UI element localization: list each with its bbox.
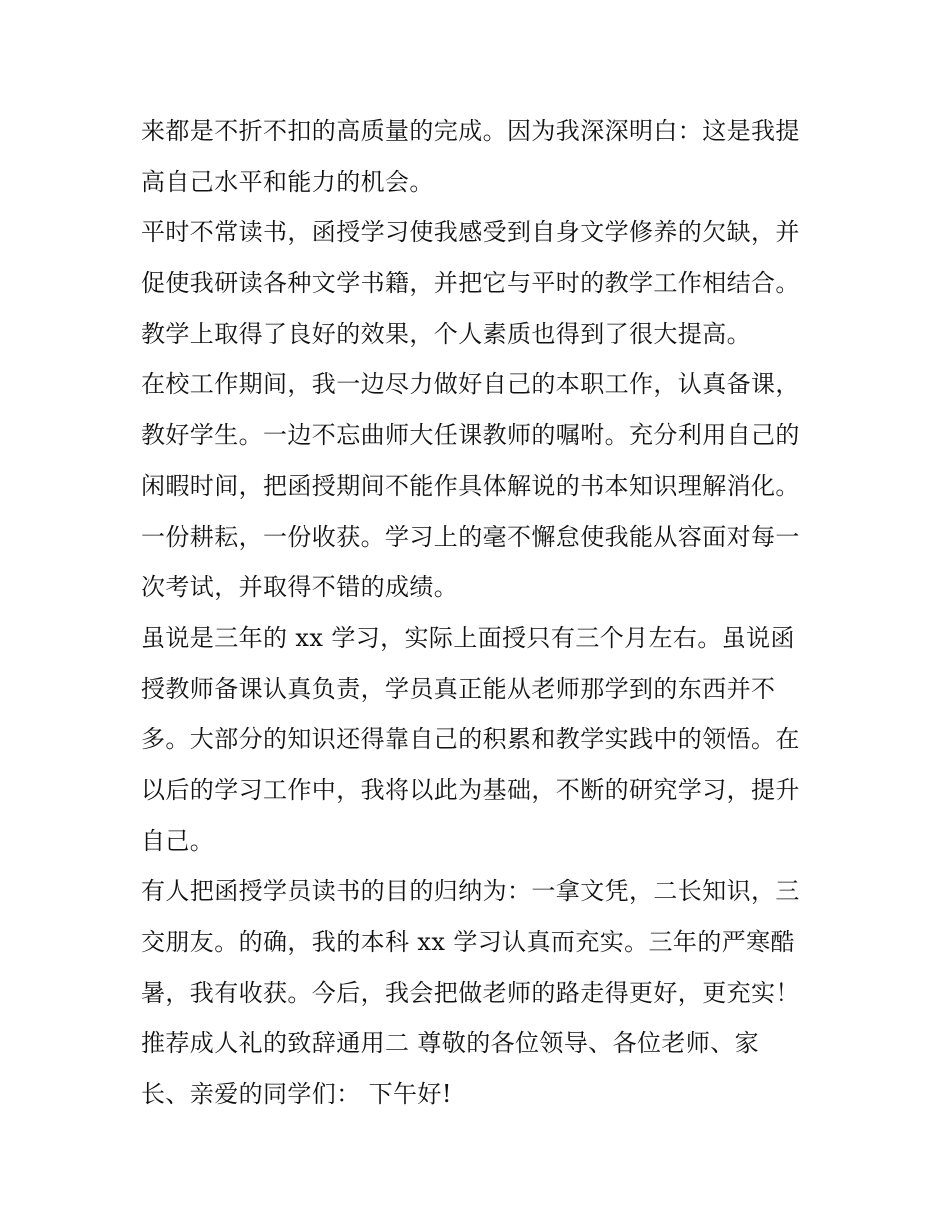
text-line: 来都是不折不扣的高质量的完成。因为我深深明白：这是我提 [141, 117, 800, 145]
text-line: 一份耕耘，一份收获。学习上的毫不懈怠使我能从容面对每一 [141, 522, 800, 551]
text-line: 有人把函授学员读书的目的归纳为：一拿文凭，二长知识，三 [141, 877, 800, 906]
text-line: 教学上取得了良好的效果，个人素质也得到了很大提高。 [141, 319, 751, 348]
text-line: 暑，我有收获。今后，我会把做老师的路走得更好，更充实！ [141, 978, 800, 1007]
text-line: 高自己水平和能力的机会。 [141, 167, 434, 196]
text-line: 平时不常读书，函授学习使我感受到自身文学修养的欠缺，并 [141, 218, 800, 247]
text-line: 次考试，并取得不错的成绩。 [141, 573, 459, 602]
document-body [141, 106, 821, 1120]
text-line: 长、亲爱的同学们： 下午好! [141, 1080, 452, 1109]
text-line: 授教师备课认真负责，学员真正能从老师那学到的东西并不 [141, 674, 776, 703]
text-line: 多。大部分的知识还得靠自己的积累和教学实践中的领悟。在 [141, 725, 800, 754]
text-line: 教好学生。一边不忘曲师大任课教师的嘱咐。充分利用自己的 [141, 421, 800, 450]
text-line: 虽说是三年的 xx 学习，实际上面授只有三个月左右。虽说函 [141, 623, 795, 652]
text-line: 交朋友。的确，我的本科 xx 学习认真而充实。三年的严寒酷 [141, 928, 795, 956]
text-line: 在校工作期间，我一边尽力做好自己的本职工作，认真备课， [141, 370, 800, 399]
text-line: 闲暇时间，把函授期间不能作具体解说的书本知识理解消化。 [141, 471, 800, 500]
text-line: 推荐成人礼的致辞通用二 尊敬的各位领导、各位老师、家 [141, 1029, 760, 1058]
text-line: 自己。 [141, 826, 215, 855]
text-line: 以后的学习工作中，我将以此为基础，不断的研究学习，提升 [141, 775, 800, 804]
text-line: 促使我研读各种文学书籍，并把它与平时的教学工作相结合。 [141, 269, 800, 298]
